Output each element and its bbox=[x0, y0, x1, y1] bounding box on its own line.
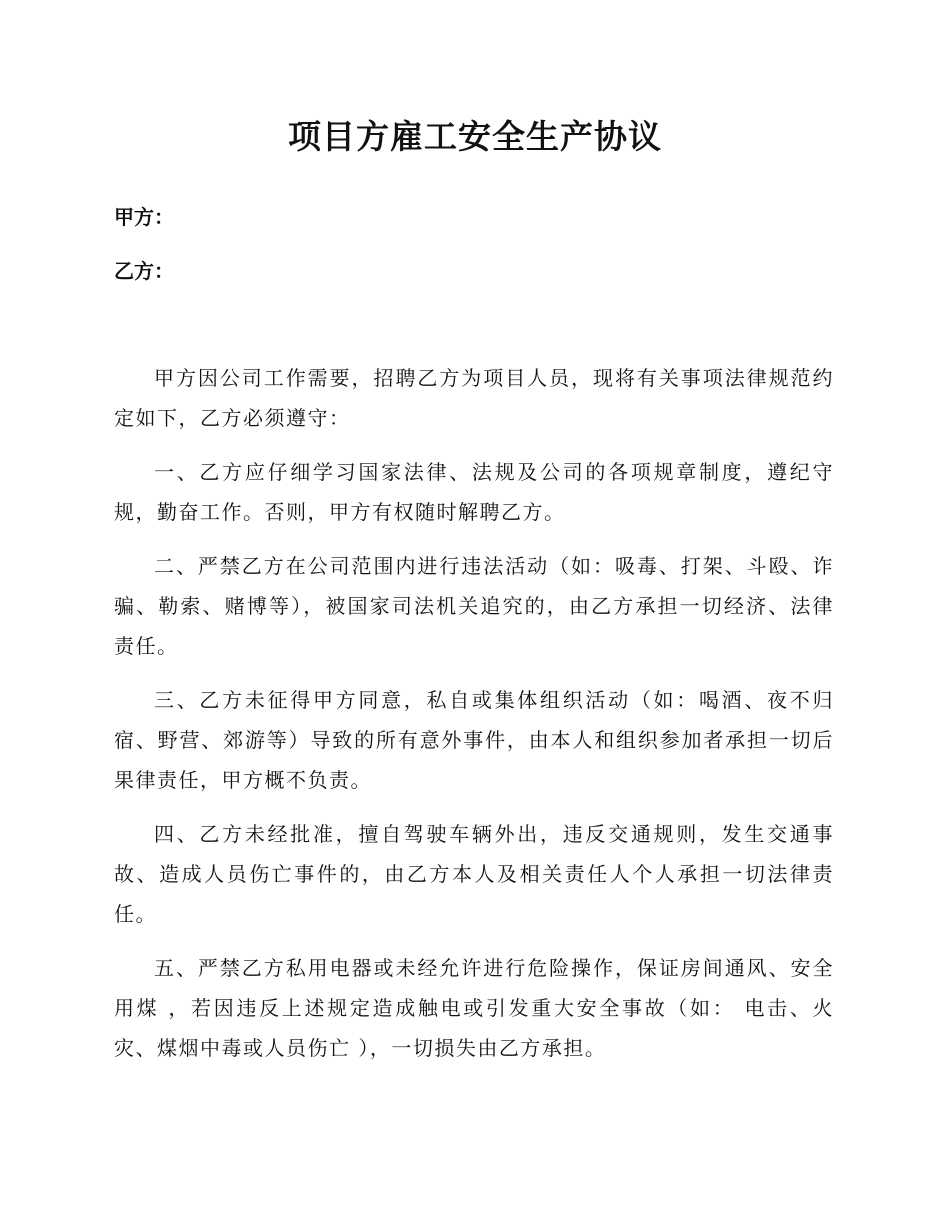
paragraph-clause-5: 五、严禁乙方私用电器或未经允许进行危险操作，保证房间通风、安全用煤 ，若因违反上述规定造成触电或引发重大安全事故（如： 电击、火灾、煤烟中毒或人员伤亡 ），一切损失由乙方承担。 bbox=[114, 956, 834, 1060]
party-b-label: 乙方： bbox=[114, 259, 174, 283]
agreement-body bbox=[114, 358, 834, 1082]
paragraph-intro: 甲方因公司工作需要，招聘乙方为项目人员，现将有关事项法律规范约定如下，乙方必须遵守： bbox=[114, 366, 834, 430]
paragraph-clause-2: 二、严禁乙方在公司范围内进行违法活动（如：吸毒、打架、斗殴、诈骗、勒索、赌博等），被国家司法机关追究的，由乙方承担一切经济、法律责任。 bbox=[114, 554, 834, 658]
paragraph-clause-4: 四、乙方未经批准，擅自驾驶车辆外出，违反交通规则，发生交通事故、造成人员伤亡事件的，由乙方本人及相关责任人个人承担一切法律责任。 bbox=[114, 822, 834, 926]
party-a-label: 甲方： bbox=[114, 205, 174, 229]
document-title: 项目方雇工安全生产协议 bbox=[288, 117, 662, 156]
paragraph-clause-3: 三、乙方未征得甲方同意，私自或集体组织活动（如：喝酒、夜不归宿、野营、郊游等）导致的所有意外事件，由本人和组织参加者承担一切后果律责任，甲方概不负责。 bbox=[114, 688, 834, 792]
paragraph-clause-1: 一、乙方应仔细学习国家法律、法规及公司的各项规章制度，遵纪守规，勤奋工作。否则，甲方有权随时解聘乙方。 bbox=[114, 460, 834, 524]
